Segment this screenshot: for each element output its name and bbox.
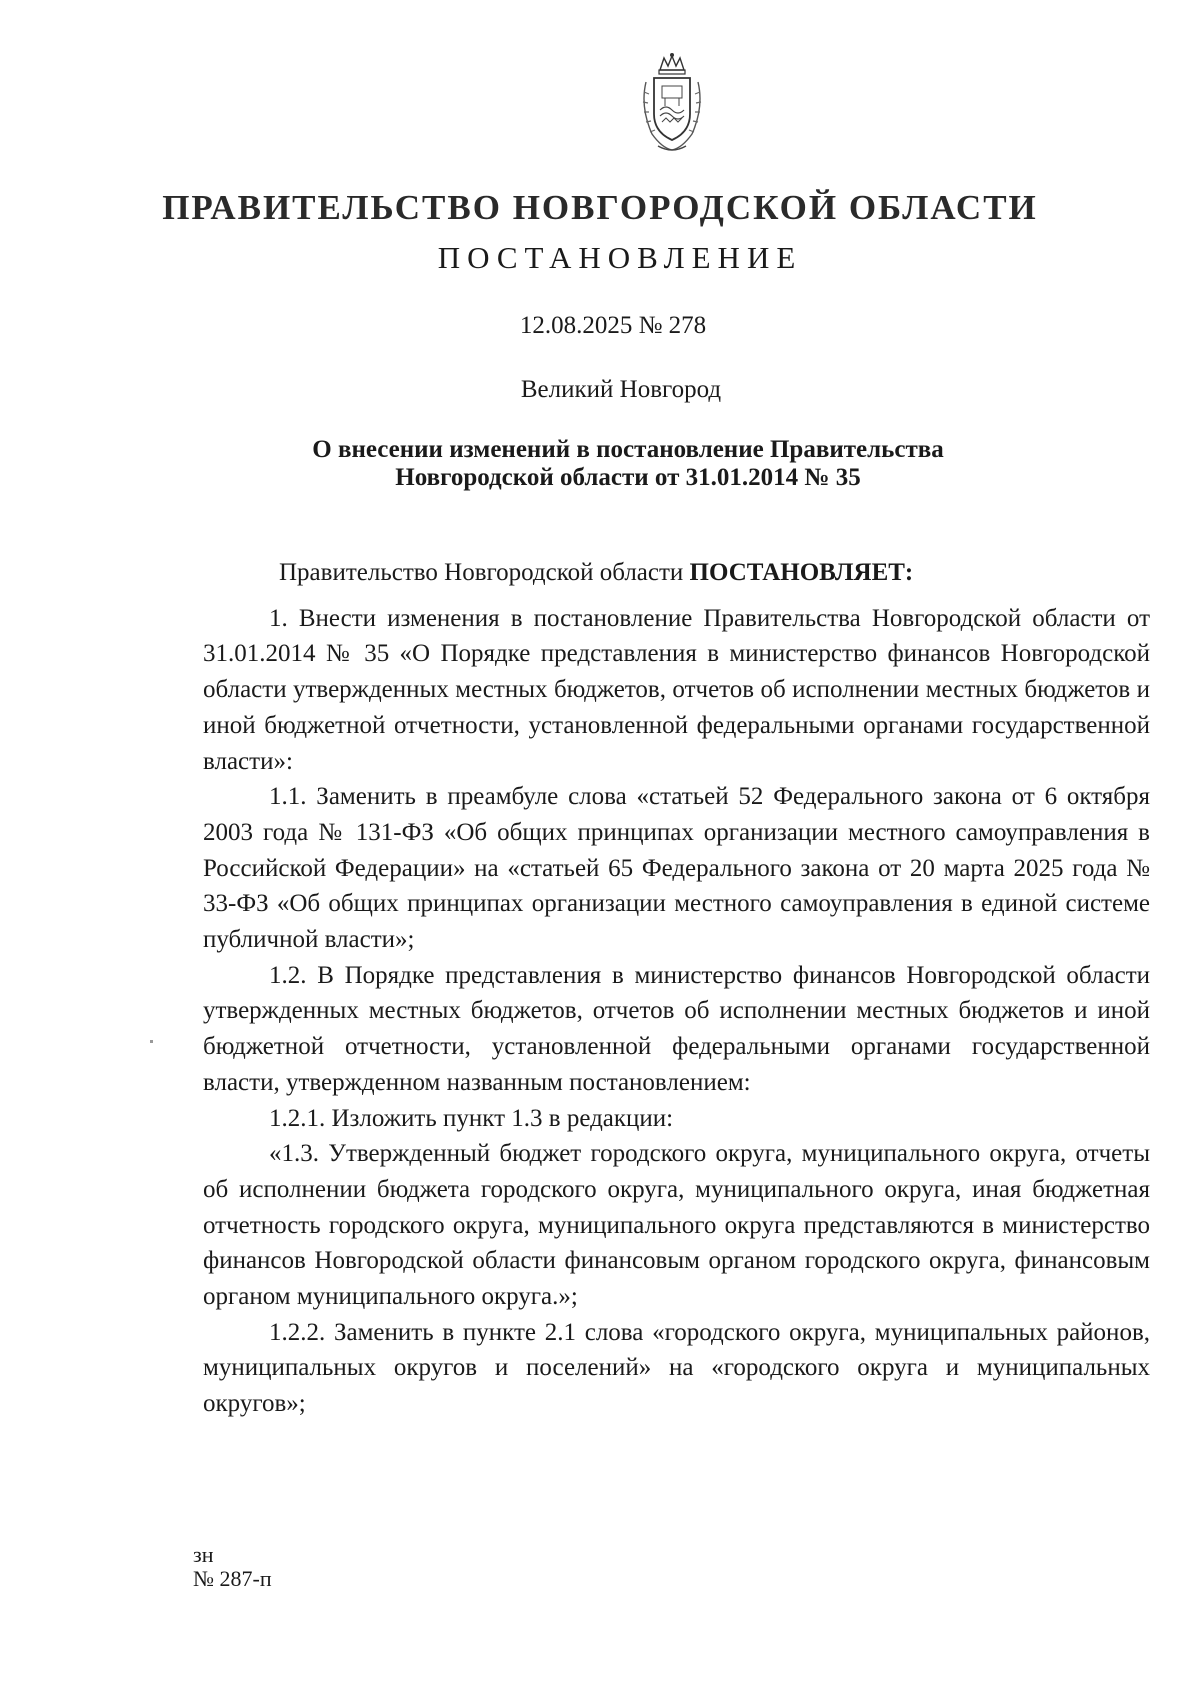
- paragraph-quoted-1-3: «1.3. Утвержденный бюджет городского округа, муниципального округа, отчеты об исполнении бюджета городского округа, муниципального округа, иная бюджетная отчетность городского округа, муниципального округа представляются в министерство финансов Новгородской области финансовым органом городского округа, финансовым органом муниципального округа.»;: [203, 1140, 1150, 1311]
- government-title: ПРАВИТЕЛЬСТВО НОВГОРОДСКОЙ ОБЛАСТИ: [162, 188, 1038, 227]
- footer-note: [193, 1543, 272, 1591]
- document-type: ПОСТАНОВЛЕНИЕ: [437, 240, 803, 275]
- intro-resolves: ПОСТАНОВЛЯЕТ:: [689, 559, 914, 586]
- intro-paragraph: [203, 555, 1150, 591]
- document-body: [203, 555, 1150, 1422]
- registration-number: № 287-п: [193, 1566, 272, 1591]
- executor-initials: зн: [193, 1542, 214, 1567]
- document-subject: [0, 436, 1200, 492]
- paragraph-1-2-1: 1.2.1. Изложить пункт 1.3 в редакции:: [269, 1104, 674, 1132]
- document-city: Великий Новгород: [520, 376, 722, 403]
- paragraph-1-2-2: 1.2.2. Заменить в пункте 2.1 слова «городского округа, муниципальных районов, муниципальных округов и поселений» на «городского округа и муниципальных округов»;: [203, 1318, 1150, 1418]
- coat-of-arms-icon: [632, 52, 712, 156]
- paragraph-1-1: 1.1. Заменить в преамбуле слова «статьей 52 Федерального закона от 6 октября 2003 года № 131-ФЗ «Об общих принципах организации местного самоуправления в Российской Федерации» на «статьей 65 Федерального закона от 20 марта 2025 года № 33-ФЗ «Об общих принципах организации местного самоуправления в единой системе публичной власти»;: [203, 783, 1150, 954]
- scan-mark: [150, 1040, 153, 1043]
- intro-text: Правительство Новгородской области: [279, 559, 690, 586]
- paragraph-1: 1. Внести изменения в постановление Правительства Новгородской области от 31.01.2014 № 35 «О Порядке представления в министерство финансов Новгородской области утвержденных местных бюджетов, отчетов об исполнении местных бюджетов и иной бюджетной отчетности, установленной федеральными органами государственной власти»:: [203, 604, 1150, 775]
- subject-line: Новгородской области от 31.01.2014 № 35: [395, 464, 861, 491]
- document-date-number: 12.08.2025 № 278: [519, 312, 707, 339]
- paragraph-1-2: 1.2. В Порядке представления в министерство финансов Новгородской области утвержденных местных бюджетов, отчетов об исполнении местных бюджетов и иной бюджетной отчетности, установленной федеральными органами государственной власти, утвержденном названным постановлением:: [203, 961, 1150, 1096]
- subject-line: О внесении изменений в постановление Правительства: [312, 436, 944, 463]
